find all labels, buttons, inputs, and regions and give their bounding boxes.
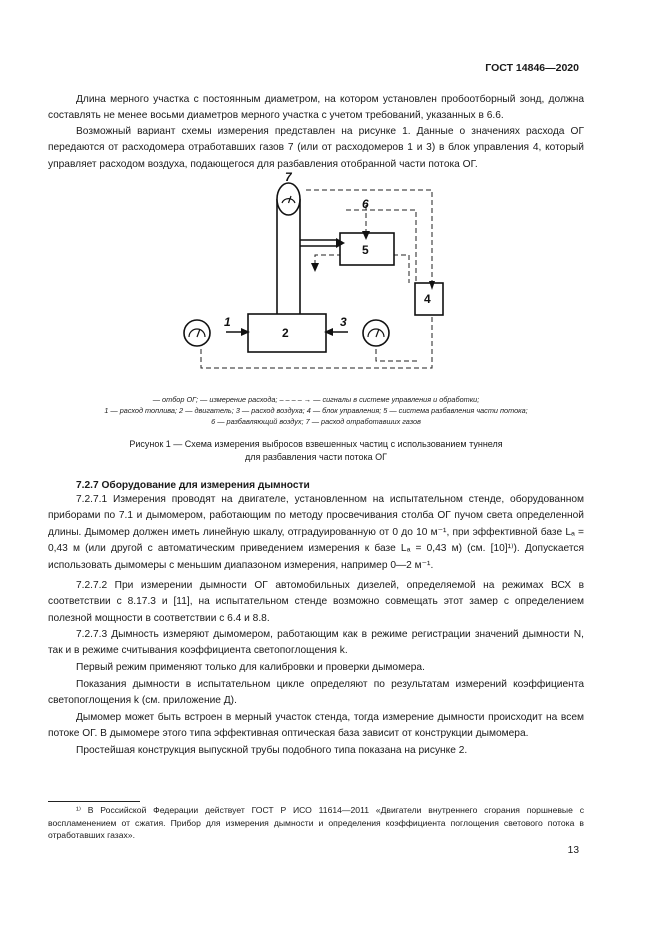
figure-caption-line1: Рисунок 1 — Схема измерения выбросов взвешенных частиц с использованием туннеля [129,439,503,449]
air-flowmeter-3 [363,320,389,346]
figure-legend-line1: — отбор ОГ; — измерение расхода; – – – – → — сигналы в системе управления и обработки; [152,395,480,404]
measurement-scheme-diagram [0,165,661,380]
figure-caption-line2: для разбавления части потока ОГ [244,452,388,462]
label-2: 2 [282,326,289,340]
page-number: 13 [567,845,579,856]
paragraph-smoke-meter: Дымомер может быть встроен в мерный участок стенда, тогда измерение дымности происходит на всем потоке ОГ. В дымомере этого типа эффективная оптическая база зависит от конструкции дымомера. [48,712,584,740]
section-heading: 7.2.7 Оборудование для измерения дымности [76,480,310,491]
label-1: 1 [224,315,231,329]
fuel-flowmeter-1 [184,320,210,346]
paragraph-measuring-section: Длина мерного участка с постоянным диаметром, на котором установлен пробоотборный зонд, должна составлять не менее восьми диаметров мерного участка с учетом требований, указанных в 6.6. [48,94,584,122]
paragraph-simple-design: Простейшая конструкция выпускной трубы подобного типа показана на рисунке 2. [76,745,468,756]
figure-legend-line3: 6 — разбавляющий воздух; 7 — расход отработавших газов [211,417,421,426]
paragraph-7-2-7-1: 7.2.7.1 Измерения проводят на двигателе, установленном на испытательном стенде, оборудованном приборами по 7.1 и дымомером, работающим по методу просвечивания столба ОГ пучом света определенной длины. Дымомер должен иметь линейную шкалу, отградуированную от 0 до 10 м⁻¹, при эффективной базе Lₐ = 0,43 м (или другой с автоматическим приведением измерения к базе Lₐ = 0,43 м) (см. [10]¹⁾). Допускается использовать дымомеры с меньшим диапазоном измерения, например 0—2 м⁻¹. [48,494,584,571]
label-5: 5 [362,243,369,257]
label-3: 3 [340,315,347,329]
document-header: ГОСТ 14846—2020 [485,62,579,74]
footnote-separator [48,801,140,802]
paragraph-first-mode: Первый режим применяют только для калибровки и проверки дымомера. [76,662,425,673]
footnote: ¹⁾ В Российской Федерации действует ГОСТ Р ИСО 11614—2011 «Двигатели внутреннего сгорания поршневые с воспламенением от сжатия. Прибор для измерения дымности и определения коэффициента поглощения светового потока в отработавших газах». [48,805,584,841]
paragraph-smoke-readings: Показания дымности в испытательном цикле определяют по результатам измерений коэффициента светопоглощения k (см. приложение Д). [48,679,584,707]
label-6: 6 [362,197,369,211]
figure-legend-line2: 1 — расход топлива; 2 — двигатель; 3 — расход воздуха; 4 — блок управления; 5 — система разбавления части потока; [104,406,528,415]
label-7: 7 [285,170,292,184]
label-4: 4 [424,292,431,306]
paragraph-scheme-description: Возможный вариант схемы измерения представлен на рисунке 1. Данные о значениях расхода ОГ передаются от расходомера отработавших газов 7 (или от расходомеров 1 и 3) в блок управления 4, который управляет расходом воздуха, подающегося для разбавления отобранной части потока ОГ. [48,126,584,170]
paragraph-7-2-7-3: 7.2.7.3 Дымность измеряют дымомером, работающим как в режиме регистрации значений дымности N, так и в режиме считывания коэффициента светопоглощения k. [48,629,584,657]
paragraph-7-2-7-2: 7.2.7.2 При измерении дымности ОГ автомобильных дизелей, определяемой на режимах ВСХ в соответствии с 8.17.3 и [11], на испытательном стенде возможно совмещать этот замер с определением полезной мощности в соответствии с 6.4 и 8.8. [48,580,584,624]
